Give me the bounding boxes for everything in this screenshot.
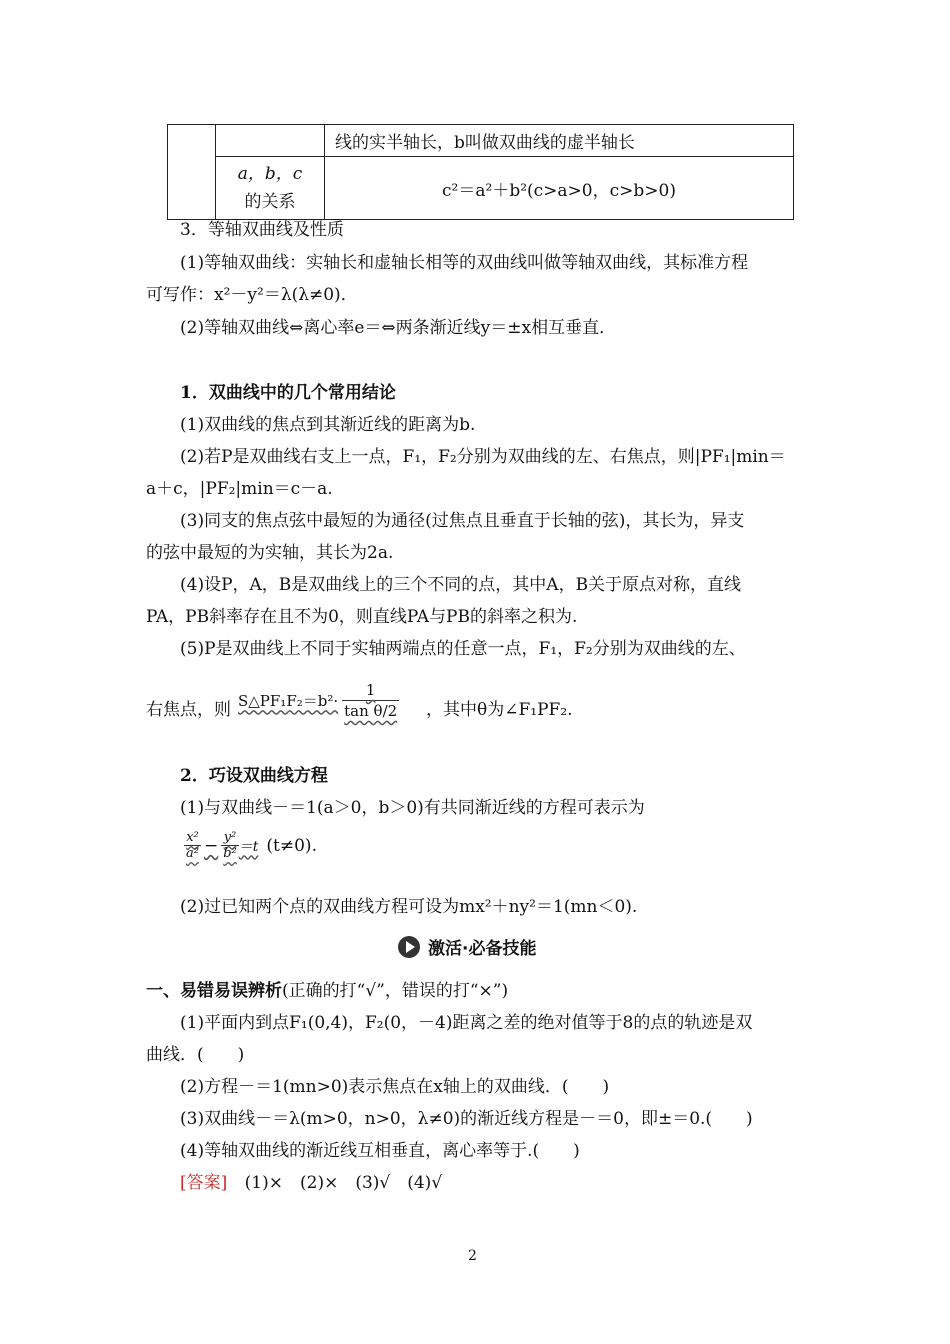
frac-x-num: x² (184, 830, 201, 846)
table-empty-col (168, 125, 216, 220)
conclusion-5-line2-prefix: 右焦点，则 (146, 700, 231, 720)
answer-line (180, 1171, 442, 1195)
table-row2-formula: c²＝a²＋b²(c>a>0，c>b>0) (325, 157, 794, 220)
conclusion-4-line2: PA，PB斜率存在且不为0，则直线PA与PB的斜率之积为. (146, 607, 578, 627)
conclusion-3-line2: 的弦中最短的为实轴，其长为2a. (146, 543, 394, 563)
area-formula-fraction (342, 680, 399, 721)
skills-header (398, 934, 536, 959)
frac-y (221, 830, 239, 861)
area-formula-s: S△PF₁F₂＝b²· (238, 691, 339, 710)
label-line2: 的关系 (244, 192, 296, 212)
frac-x (184, 830, 201, 861)
equation-2: (2)过已知两个点的双曲线方程可设为mx²＋ny²＝1(mn＜0). (180, 897, 638, 917)
table-row2-label (216, 157, 325, 220)
exercises-title-bold: 一、易错易误辨析 (146, 981, 282, 1001)
exercises-title (146, 979, 508, 1003)
equation-1-suffix: (t≠0). (266, 835, 317, 856)
table-empty-cell (216, 125, 325, 157)
conclusion-2-line2: a＋c，|PF₂|min＝c－a. (146, 479, 333, 499)
conclusion-3-line1: (3)同支的焦点弦中最短的为通径(过焦点且垂直于长轴的弦)，其长为，异支 (180, 511, 745, 531)
asymptote-formula (184, 830, 258, 861)
area-fraction-den: tan θ/2 (344, 702, 398, 720)
conclusion-2-line1: (2)若P是双曲线右支上一点，F₁，F₂分别为双曲线的左、右焦点，则|PF₁|min＝ (180, 447, 786, 467)
frac-y-num: y² (221, 830, 239, 846)
frac-y-den: b² (223, 846, 237, 861)
equation-1-line1: (1)与双曲线－＝1(a＞0，b＞0)有共同渐近线的方程可表示为 (180, 798, 645, 818)
answer-label: [答案] (180, 1173, 228, 1193)
eq-t: ＝t (238, 838, 259, 855)
skills-header-text: 激活·必备技能 (428, 939, 537, 959)
play-circle-icon (398, 936, 420, 958)
question-2: (2)方程－＝1(mn>0)表示焦点在x轴上的双曲线．( ) (180, 1077, 610, 1097)
minus-sign: − (203, 835, 219, 856)
property-table (167, 124, 794, 220)
question-1-line2: 曲线．( ) (146, 1045, 245, 1065)
label-line1: a，b，c (237, 164, 303, 184)
question-4: (4)等轴双曲线的渐近线互相垂直，离心率等于.( ) (180, 1141, 580, 1161)
conclusions-title: 1．双曲线中的几个常用结论 (180, 383, 396, 403)
conclusion-5-line1: (5)P是双曲线上不同于实轴两端点的任意一点，F₁，F₂分别为双曲线的左、 (180, 639, 746, 659)
section3-p2: (2)等轴双曲线⇔离心率e＝⇔两条渐近线y＝±x相互垂直． (180, 318, 617, 338)
conclusion-5-line2-suffix: ，其中θ为∠F₁PF₂. (426, 700, 573, 720)
exercises-title-rest: (正确的打“√”，错误的打“×”) (282, 981, 509, 1001)
area-formula (238, 680, 399, 721)
equations-title: 2．巧设双曲线方程 (180, 766, 328, 786)
question-3: (3)双曲线－＝λ(m>0，n>0，λ≠0)的渐近线方程是－＝0，即±＝0.( ) (180, 1109, 753, 1129)
section3-p1-line1: (1)等轴双曲线：实轴长和虚轴长相等的双曲线叫做等轴双曲线，其标准方程 (180, 253, 749, 273)
conclusion-1: (1)双曲线的焦点到其渐近线的距离为b. (180, 415, 476, 435)
section3-p1-line2: 可写作：x²－y²＝λ(λ≠0)． (146, 285, 358, 305)
section3-title: 3．等轴双曲线及性质 (180, 220, 344, 240)
table-row1-text: 线的实半轴长，b叫做双曲线的虚半轴长 (325, 125, 794, 157)
question-1-line1: (1)平面内到点F₁(0,4)，F₂(0，－4)距离之差的绝对值等于8的点的轨迹是双 (180, 1013, 753, 1033)
equation-1-formula (184, 830, 317, 861)
conclusion-4-line1: (4)设P，A，B是双曲线上的三个不同的点，其中A，B关于原点对称，直线 (180, 575, 742, 595)
frac-x-den: a² (186, 846, 199, 861)
area-fraction-num: 1 (342, 680, 399, 701)
answer-text: (1)× (2)× (3)√ (4)√ (244, 1173, 443, 1193)
page-number: 2 (468, 1248, 477, 1264)
